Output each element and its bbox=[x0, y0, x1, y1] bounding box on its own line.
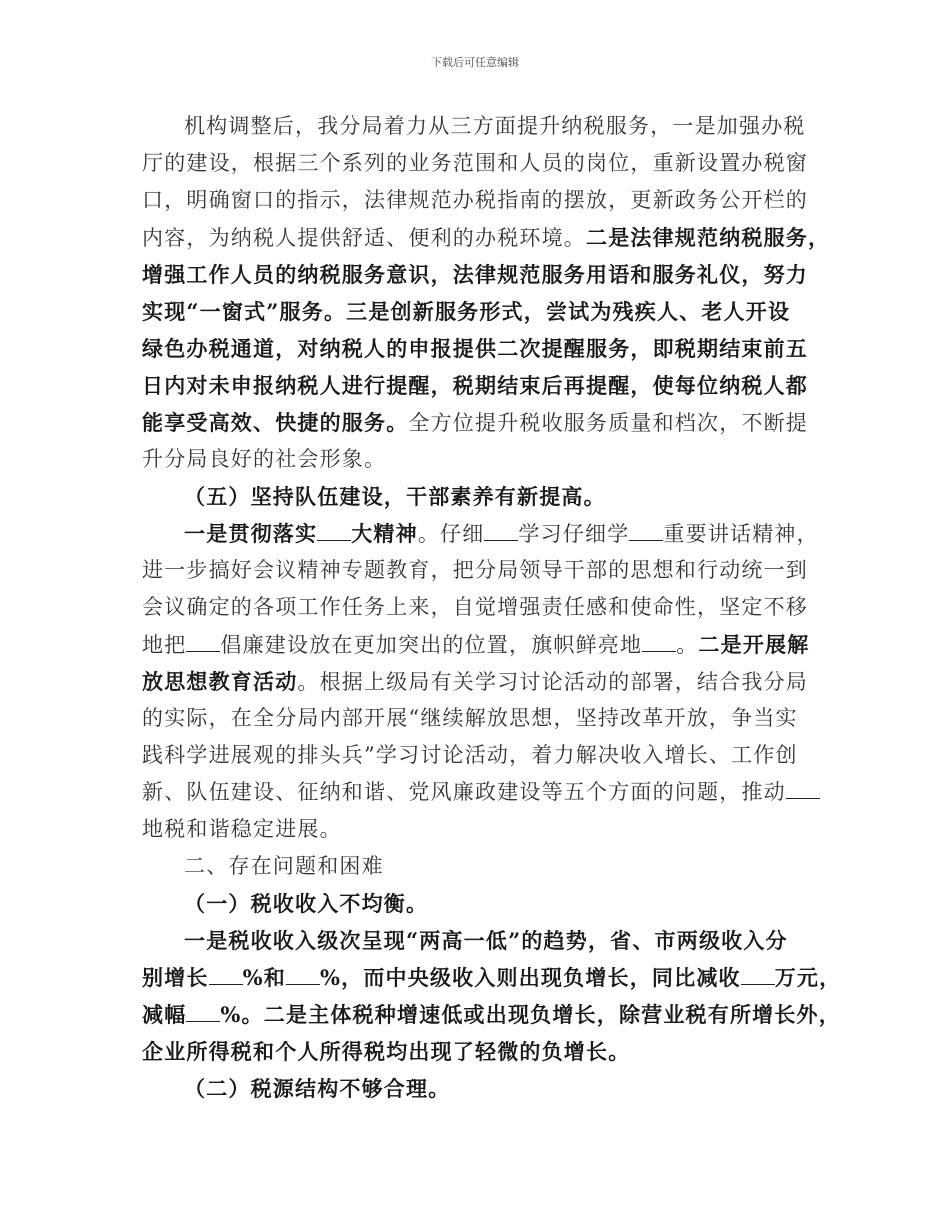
text-line bbox=[142, 404, 812, 441]
bold-text: 企业所得税和个人所得税均出现了轻微的负增长。 bbox=[142, 1039, 631, 1064]
body-text: 机构调整后，我分局着力从三方面提升纳税服务，一是加强办税 bbox=[184, 114, 806, 138]
body-text: 口，明确窗口的指示，法律规范办税指南的摆放，更新政务公开栏的 bbox=[142, 188, 808, 212]
bold-text: 增强工作人员的纳税服务意识，法律规范服务用语和服务礼仪，努力 bbox=[142, 262, 808, 287]
text-line bbox=[142, 1033, 812, 1070]
bold-text: 日内对未申报纳税人进行提醒，税期结束后再提醒，使每位纳税人都 bbox=[142, 373, 808, 398]
text-line bbox=[142, 885, 812, 922]
body-text: 的实际，在全分局内部开展“继续解放思想，坚持改革开放，争当实 bbox=[142, 706, 798, 730]
bold-text: 二是法律规范纳税服务， bbox=[586, 225, 831, 250]
body-text: 。仔细 bbox=[417, 522, 485, 546]
text-line bbox=[142, 663, 812, 700]
text-line bbox=[142, 1070, 812, 1107]
bold-text: 二是开展解 bbox=[698, 632, 810, 657]
body-text: 内容，为纳税人提供舒适、便利的办税环境。 bbox=[142, 226, 586, 250]
text-line bbox=[142, 441, 812, 478]
body-text: 厅的建设，根据三个系列的业务范围和人员的岗位，重新设置办税窗 bbox=[142, 151, 808, 175]
bold-text: %，而中央级收入则出现负增长，同比减收 bbox=[319, 965, 741, 990]
bold-text: %和 bbox=[242, 965, 286, 990]
text-line bbox=[142, 478, 812, 515]
text-line bbox=[142, 256, 812, 293]
body-text: 。 bbox=[676, 633, 699, 657]
bold-text: 一是贯彻落实 bbox=[184, 521, 318, 546]
fill-in-blank bbox=[741, 962, 775, 985]
bold-text: （一）税收收入不均衡。 bbox=[184, 891, 429, 916]
bold-text: 减幅 bbox=[142, 1002, 187, 1027]
fill-in-blank bbox=[186, 629, 220, 652]
text-line bbox=[142, 145, 812, 182]
text-line bbox=[142, 626, 812, 663]
fill-in-blank bbox=[786, 776, 820, 799]
body-text: 升分局良好的社会形象。 bbox=[142, 447, 387, 471]
text-line bbox=[142, 996, 841, 1033]
fill-in-blank bbox=[286, 962, 320, 985]
page-header: 下载后可任意编辑 bbox=[431, 56, 519, 69]
bold-text: （五）坚持队伍建设，干部素养有新提高。 bbox=[184, 484, 606, 509]
bold-text: 万元， bbox=[774, 965, 842, 990]
text-line bbox=[142, 589, 812, 626]
text-line bbox=[142, 293, 812, 330]
bold-text: %。二是主体税种增速低或出现负增长，除营业税有所增长外， bbox=[220, 1002, 841, 1027]
bold-text: 别增长 bbox=[142, 965, 209, 990]
fill-in-blank bbox=[186, 999, 220, 1022]
body-text: 。根据上级局有关学习讨论活动的部署，结合我分局 bbox=[297, 670, 809, 694]
text-line bbox=[142, 515, 819, 552]
body-text: 重要讲话精神， bbox=[663, 522, 819, 546]
bold-text: 放思想教育活动 bbox=[142, 669, 298, 694]
bold-text: 一是税收收入级次呈现“两高一低”的趋势，省、市两级收入分 bbox=[184, 928, 788, 953]
body-text: 倡廉建设放在更加突出的位置，旗帜鲜亮地 bbox=[220, 633, 643, 657]
text-line bbox=[142, 700, 812, 737]
text-line bbox=[142, 922, 812, 959]
text-line bbox=[142, 552, 812, 589]
bold-text: （二）税源结构不够合理。 bbox=[184, 1076, 451, 1101]
fill-in-blank bbox=[484, 518, 518, 541]
fill-in-blank bbox=[642, 629, 676, 652]
bold-text: 大精神 bbox=[351, 521, 418, 546]
fill-in-blank bbox=[209, 962, 243, 985]
text-line bbox=[142, 108, 812, 145]
text-line bbox=[142, 811, 812, 848]
body-text: 二、存在问题和困难 bbox=[184, 854, 384, 878]
text-line bbox=[142, 182, 812, 219]
text-line bbox=[142, 330, 812, 367]
fill-in-blank bbox=[629, 518, 663, 541]
text-line bbox=[142, 959, 842, 996]
body-text: 践科学进展观的排头兵”学习讨论活动，着力解决收入增长、工作创 bbox=[142, 743, 798, 767]
text-line bbox=[142, 848, 812, 885]
body-text: 地把 bbox=[142, 633, 187, 657]
fill-in-blank bbox=[317, 518, 351, 541]
body-text: 进一步搞好会议精神专题教育，把分局领导干部的思想和行动统一到 bbox=[142, 558, 808, 582]
text-line bbox=[142, 219, 831, 256]
document-body bbox=[142, 108, 842, 1107]
body-text: 地税和谐稳定进展。 bbox=[142, 817, 342, 841]
bold-text: 实现“一窗式”服务。三是创新服务形式，尝试为残疾人、老人开设 bbox=[142, 299, 791, 324]
body-text: 学习仔细学 bbox=[518, 522, 630, 546]
text-line bbox=[142, 367, 812, 404]
body-text: 会议确定的各项工作任务上来，自觉增强责任感和使命性，坚定不移 bbox=[142, 595, 808, 619]
body-text: 全方位提升税收服务质量和档次，不断提 bbox=[408, 411, 809, 435]
bold-text: 能享受高效、快捷的服务。 bbox=[142, 410, 409, 435]
text-line bbox=[142, 774, 812, 811]
bold-text: 绿色办税通道，对纳税人的申报提供二次提醒服务，即税期结束前五 bbox=[142, 336, 808, 361]
text-line bbox=[142, 737, 812, 774]
body-text: 新、队伍建设、征纳和谐、党风廉政建设等五个方面的问题，推动 bbox=[142, 780, 786, 804]
